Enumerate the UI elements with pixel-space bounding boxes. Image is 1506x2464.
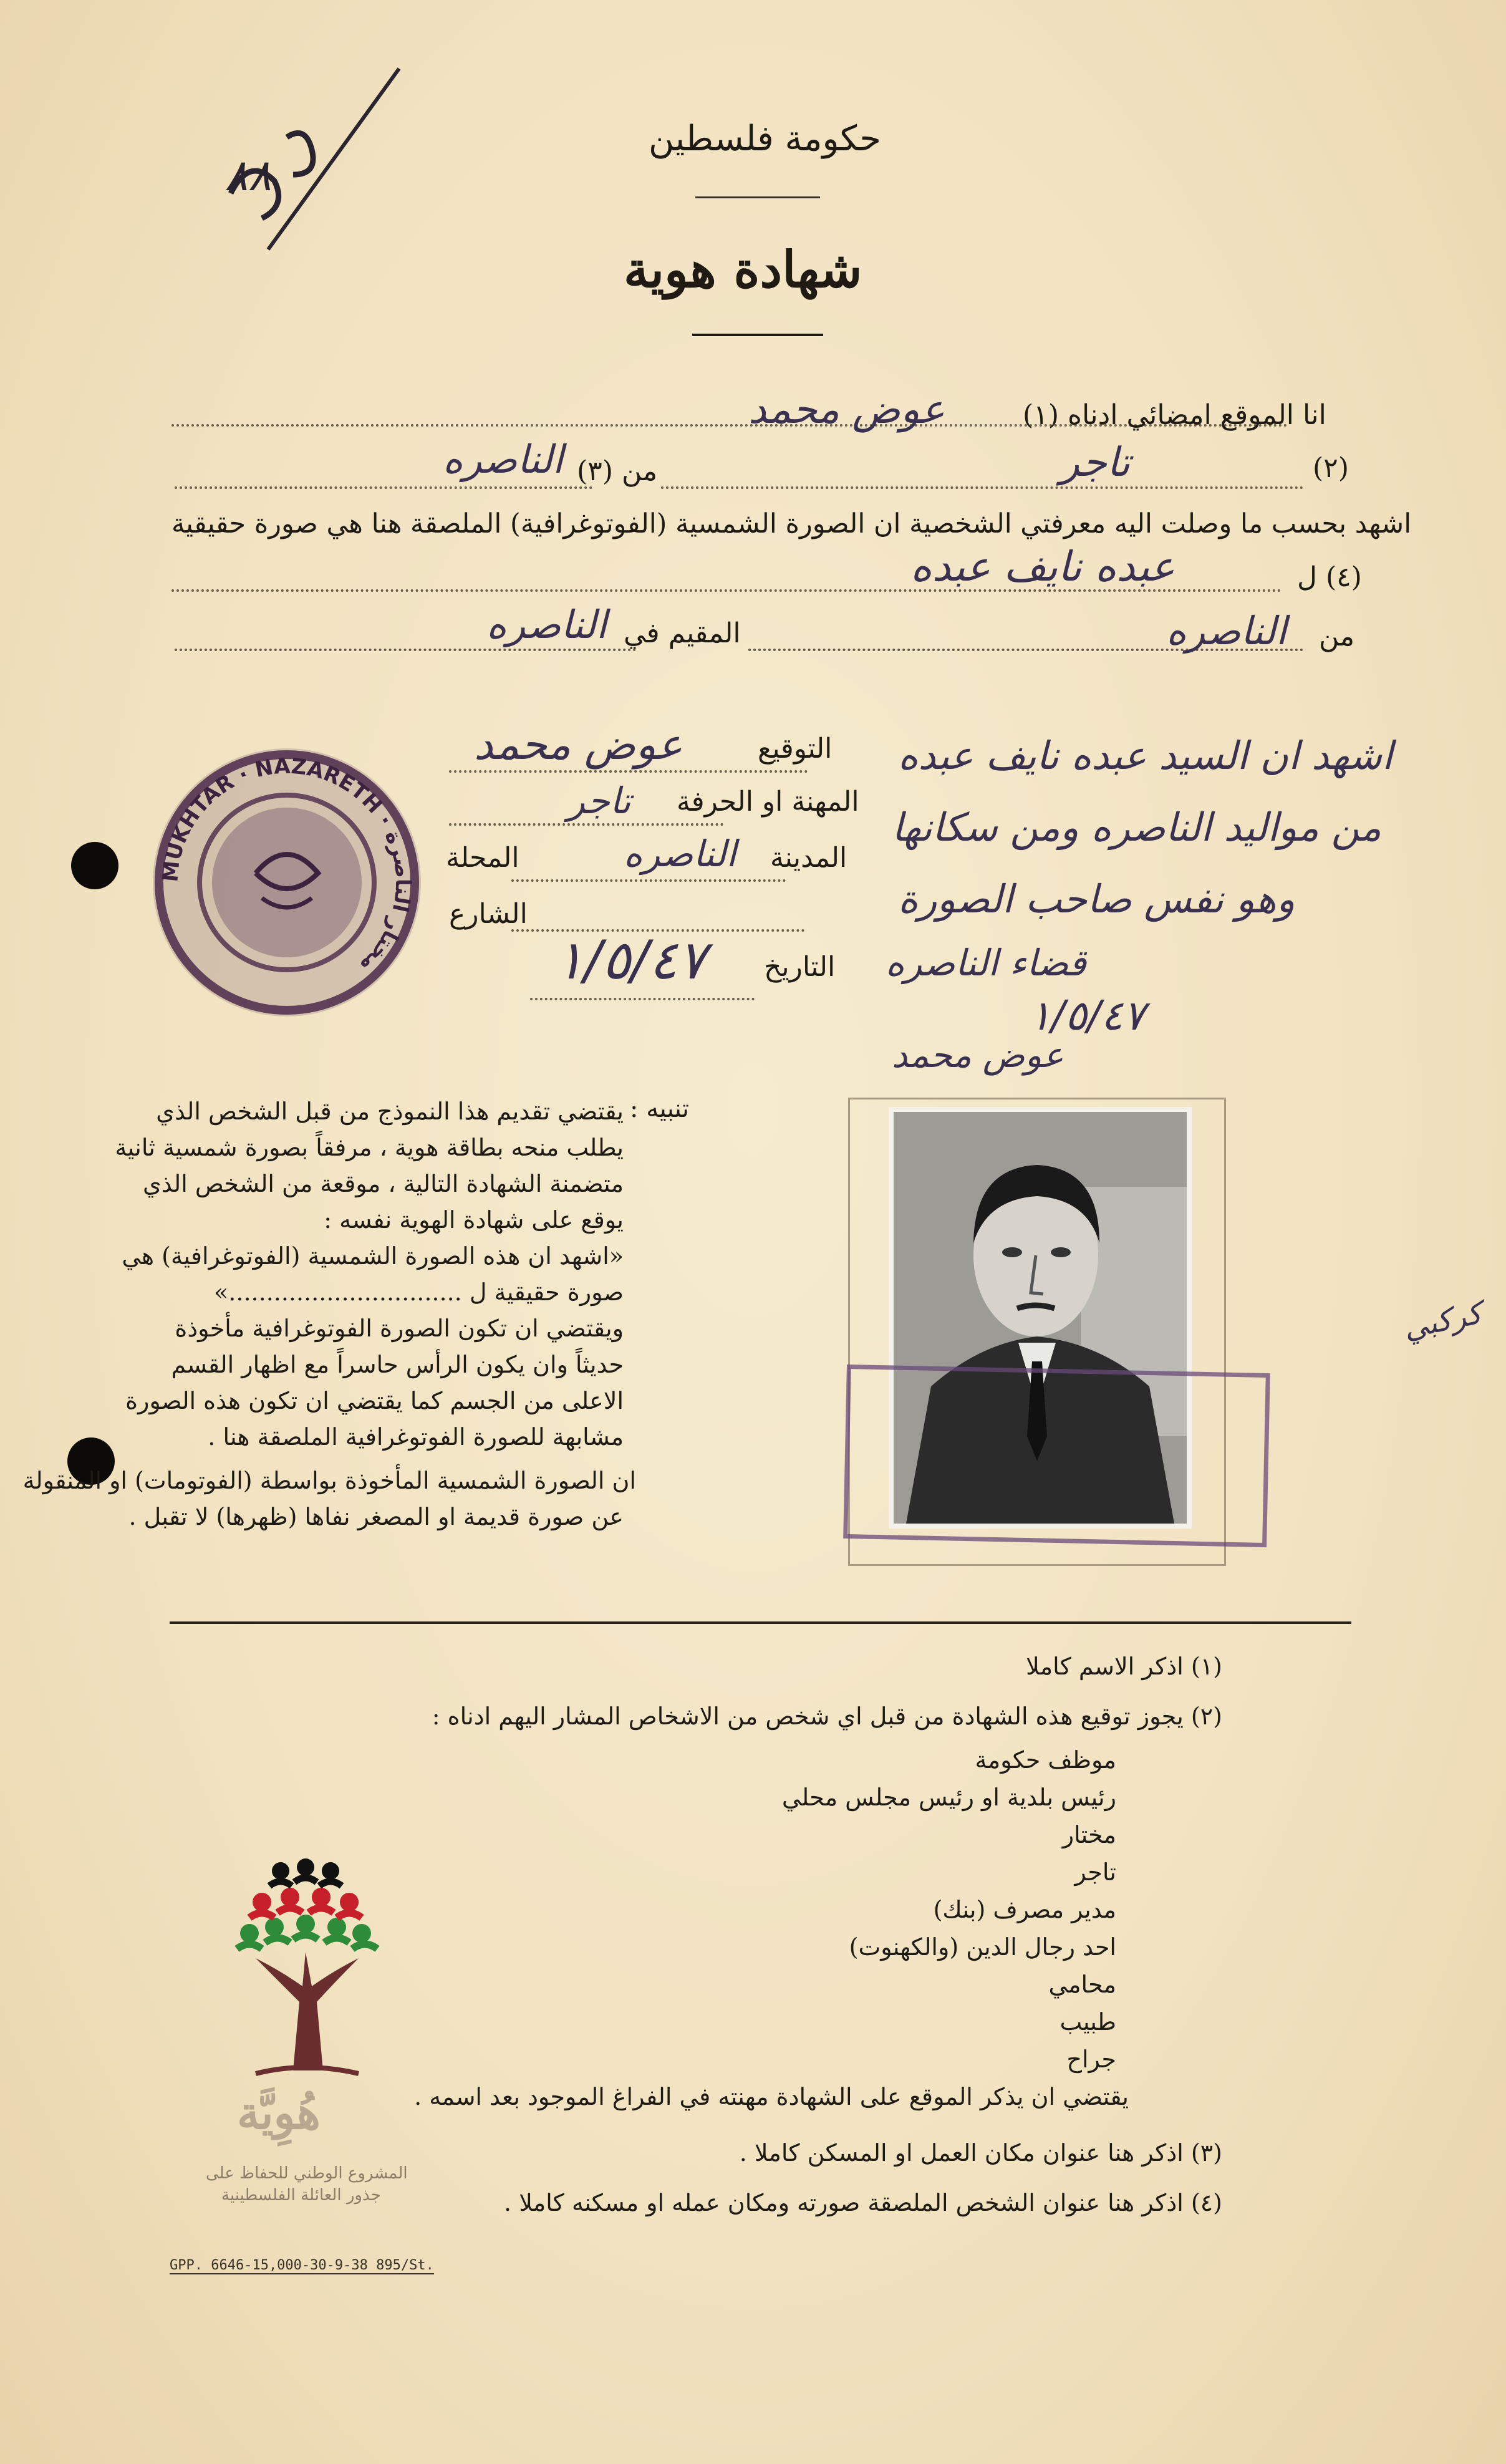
mukhtar-stamp bbox=[137, 736, 437, 1029]
notice-line: صورة حقيقية ل ...............................» bbox=[214, 1278, 624, 1306]
declaration-line-2: من مواليد الناصره ومن سكانها bbox=[892, 804, 1382, 850]
city-label: المدينة bbox=[770, 842, 847, 874]
footnote-1: (١) اذكر الاسم كاملا bbox=[1026, 1653, 1222, 1680]
line1-value: عوض محمد bbox=[748, 387, 945, 433]
notice-line: عن صورة قديمة او المصغر نفاها (ظهرها) لا تقبل . bbox=[128, 1503, 624, 1530]
line5-from-value: الناصره bbox=[1166, 608, 1287, 654]
line5-from-label: من bbox=[1319, 621, 1355, 652]
notice-line: ان الصورة الشمسية المأخوذة بواسطة (الفوتومات) او المنقولة bbox=[22, 1467, 636, 1494]
quarter-label: المحلة bbox=[446, 842, 519, 874]
notice-line: يطلب منحه بطاقة هوية ، مرفقاً بصورة شمسية ثانية bbox=[115, 1134, 624, 1161]
dotted-line-2a bbox=[661, 486, 1303, 489]
person-item: موظف حكومة bbox=[975, 1746, 1116, 1774]
notice-label: تنبيه : bbox=[630, 1094, 689, 1123]
person-item: رئيس بلدية او رئيس مجلس محلي bbox=[781, 1784, 1116, 1811]
stamp-text: MUKHTAR · NAZARETH · مختار الناصرة bbox=[158, 753, 416, 978]
logo-name: هُوِيَّة bbox=[237, 2086, 321, 2139]
side-note: كركبي bbox=[1400, 1295, 1485, 1346]
line4-label: (٤) ل bbox=[1297, 561, 1362, 593]
date-label: التاريخ bbox=[764, 951, 836, 983]
government-heading: حكومة فلسطين bbox=[649, 118, 882, 159]
city-value: الناصره bbox=[624, 833, 736, 875]
footnotes bbox=[414, 1653, 1222, 2233]
person-item: تاجر bbox=[1074, 1858, 1116, 1886]
declaration-line-1: اشهد ان السيد عبده نايف عبده bbox=[898, 733, 1393, 778]
line5-resident-value: الناصره bbox=[486, 602, 607, 647]
person-item: جراح bbox=[1066, 2046, 1116, 2073]
signature-label: التوقيع bbox=[758, 733, 833, 765]
profession-value: تاجر bbox=[567, 780, 631, 822]
persons-list bbox=[511, 1746, 1116, 2083]
line5-resident-label: المقيم في bbox=[624, 617, 741, 649]
declaration-line-4: قضاء الناصره bbox=[886, 942, 1087, 984]
dotted-city bbox=[511, 879, 786, 882]
printer-mark: GPP. 6646-15,000-30-9-38 895/St. bbox=[170, 2258, 434, 2273]
profession-label: المهنة او الحرفة bbox=[677, 786, 859, 818]
person-item: احد رجال الدين (والكهنوت) bbox=[849, 1933, 1116, 1961]
notice-line: الاعلى من الجسم كما يقتضي ان تكون هذه الصورة bbox=[125, 1387, 624, 1414]
signature-value: عوض محمد bbox=[474, 720, 683, 770]
line2-place: الناصره bbox=[443, 437, 564, 482]
footnote-2: (٢) يجوز توقيع هذه الشهادة من قبل اي شخص من الاشخاص المشار اليهم ادناه : bbox=[432, 1703, 1222, 1730]
header-rule-2 bbox=[692, 334, 823, 336]
notice-line: مشابهة للصورة الفوتوغرافية الملصقة هنا . bbox=[208, 1423, 624, 1451]
person-item: مختار bbox=[1062, 1821, 1116, 1848]
notice-line: «اشهد ان هذه الصورة الشمسية (الفوتوغرافية) هي bbox=[122, 1242, 624, 1270]
person-item: محامي bbox=[1048, 1971, 1116, 1998]
document-title: شهادة هوية bbox=[624, 240, 862, 299]
line2-value: تاجر bbox=[1060, 440, 1131, 486]
footnote-divider bbox=[170, 1621, 1351, 1624]
dotted-signature bbox=[449, 770, 808, 773]
footnote-2-note: يقتضي ان يذكر الموقع على الشهادة مهنته في الفراغ الموجود بعد اسمه . bbox=[414, 2083, 1129, 2110]
line4-value: عبده نايف عبده bbox=[910, 543, 1175, 591]
logo-subtitle-2: جذور العائلة الفلسطينية bbox=[221, 2186, 381, 2205]
notice-line: حديثاً وان يكون الرأس حاسراً مع اظهار القسم bbox=[171, 1351, 624, 1378]
notice-line: متضمنة الشهادة التالية ، موقعة من الشخص الذي bbox=[142, 1170, 624, 1197]
declaration-date: ١/٥/٤٧ bbox=[1029, 992, 1146, 1040]
line1-label: انا الموقع امضائي ادناه (١) bbox=[1023, 399, 1326, 431]
notice-line: يوقع على شهادة الهوية نفسه : bbox=[324, 1206, 624, 1234]
line2-number: (٢) bbox=[1313, 452, 1349, 484]
dotted-profession bbox=[449, 823, 723, 826]
logo-subtitle-1: المشروع الوطني للحفاظ على bbox=[206, 2164, 408, 2183]
header-rule-1 bbox=[695, 196, 820, 198]
dotted-line-5b bbox=[175, 649, 636, 651]
notice-line: ويقتضي ان تكون الصورة الفوتوغرافية مأخوذة bbox=[175, 1315, 624, 1342]
corner-note: ٨٨ bbox=[224, 150, 272, 201]
line2-from-label: من (٣) bbox=[577, 455, 658, 487]
date-value: ١/٥/٤٧ bbox=[555, 929, 707, 992]
punch-hole-top bbox=[71, 842, 118, 889]
footnote-4: (٤) اذكر هنا عنوان الشخص الملصقة صورته ومكان عمله او مسكنه كاملا . bbox=[504, 2189, 1222, 2216]
declaration-signature: عوض محمد bbox=[892, 1035, 1064, 1076]
street-label: الشارع bbox=[449, 898, 528, 930]
person-item: طبيب bbox=[1060, 2008, 1116, 2036]
photo-stamp-box bbox=[843, 1365, 1270, 1547]
line3-text: اشهد بحسب ما وصلت اليه معرفتي الشخصية ان الصورة الشمسية (الفوتوغرافية) الملصقة هنا هي صورة حقيقية bbox=[171, 508, 1412, 539]
footnote-3: (٣) اذكر هنا عنوان مكان العمل او المسكن كاملا . bbox=[739, 2139, 1222, 2167]
family-tree-logo-icon bbox=[212, 1858, 399, 2083]
person-item: مدير مصرف (بنك) bbox=[933, 1896, 1116, 1923]
dotted-line-2b bbox=[175, 486, 592, 489]
dotted-date bbox=[530, 998, 755, 1000]
notice-line: يقتضي تقديم هذا النموذج من قبل الشخص الذي bbox=[156, 1098, 624, 1125]
notice-block bbox=[22, 1098, 636, 1539]
declaration-line-3: وهو نفس صاحب الصورة bbox=[898, 876, 1295, 922]
